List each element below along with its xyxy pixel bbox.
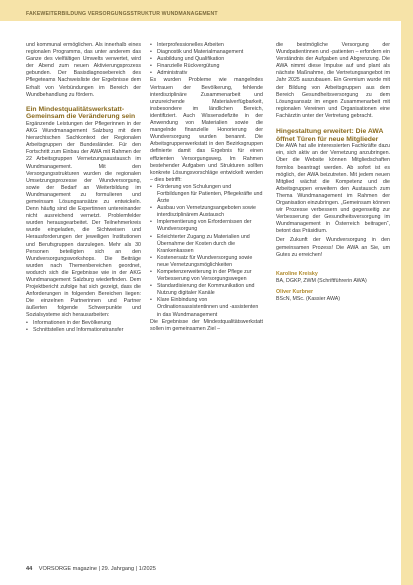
column-3 — [276, 42, 390, 303]
list-item: • Ausbau von Vernetzungsangeboten sowie interdisziplinärem Austausch — [150, 205, 263, 219]
paragraph: und kommunal ermöglichen. Als innerhalb eines regionalen Programms, das unter anderem das Ganze des vielfältigen Umwelts verwertet, wird der Abend zum neuen Aktivierungsprozess gebunden. Der Basisdiagnosebereich des Pflegeteams Nachweisliste der Ergebnisse dem Erhalt von Verbündungen im Bereich der Wundbehandlung zu fördern. — [26, 42, 141, 98]
list-item: • Finanzielle Rückvergütung — [150, 63, 263, 70]
list-item: • Diagnostik und Materialmanagement — [150, 49, 263, 56]
paragraph: Die AWA hat alle interessierten Fachkräfte dazu ein, sich aktiv an der Vernetzung anzubringen. Über die Website können Mitgliedschaften formlos beantragt werden. Ab sofort ist es möglich, der AWA beizutreten. Mit jedem neuen Mitglied wächst die Kompetenz und die Arbeitsgruppen erweitern den Austausch zum Thema Wundmanagement im Rahmen der Organisation einzubringen. „Gemeinsam können wir Prozesse verbessern und gegenseitig zur Verbesserung der Gesundheitsversorgung im Wundmanagement in Österreich beitragen“, betont das Präsidium. — [276, 143, 390, 235]
list-item: • Förderung von Schulungen und Fortbildungen für Patienten, Pflegekräfte und Ärzte — [150, 184, 263, 205]
list-item: • Klare Einbindung von Ordinationsassistentinnen und -assistenten in das Wundmanagement — [150, 297, 263, 318]
list-item: • Interprofessionelles Arbeiten — [150, 42, 263, 49]
paragraph: Der Zukunft der Wundversorgung in den gemeinsamen Prozess! Die AWA an Sie, um Gutes zu erreichen! — [276, 237, 390, 258]
paragraph: die bestmögliche Versorgung der Wundpatientinnen und -patienten – erfordern ein Verständnis der Aufgaben und Abgrenzung. Die AWA nimmt diese Impulse auf und plant als nächste Maßnahme, die Vertretungsangebot im Jahr 2025 auszubauen. Ein Gremium wurde mit der Bildung von Arbeitsgruppen aus dem Bereich Gesundheitsversorgung zu dem Lösungsansatz im engen Zusammenarbeit mit regionalen Vereinen und Organisationen eine Fachärztin unter der Vertretung gebracht. — [276, 42, 390, 119]
page-number: 44 — [26, 566, 33, 572]
list-item: • Kostenersatz für Wundversorgung sowie neue Vernetzungsmöglichkeiten — [150, 255, 263, 269]
magazine-issue: VORSORGE magazine | 29. Jahrgang | 1/2025 — [38, 566, 156, 572]
section-heading: Ein Mindestqualitätswerkstatt-Gemeinsam die Veränderung sein — [26, 105, 136, 121]
author-title: BA, DGKP, ZWM (Schriftführerin AWA) — [276, 277, 367, 284]
author-block — [276, 289, 390, 303]
paragraph: Die Ergebnisse der Mindestqualitätswerkstatt sollen im gemeinsamen Ziel – — [150, 318, 263, 332]
paragraph: Es wurden Probleme wie mangelndes Vertrauen der Bevölkerung, fehlende interdisziplinäre Zusammenarbeit und unzureichende Materialverfügbarkeit, insbesondere im ländlichen Bereich, identifiziert. Auch Wissensdefizite in der Anwendung von Materialien sowie die mangelnde finanzielle Honorierung der Wundversorgung wurden benannt. Die Arbeitsgruppenwerkstatt in den Bezirksgruppen definierte damit das Ergebnis für einen effizienten Versorgungsweg. Im Rahmen bestehender Aufgaben und Strukturen sollten konkrete Lösungsvorschläge entwickelt werden – dies betrifft: — [150, 77, 263, 183]
list-item: • Erleichterter Zugang zu Materialien und Übernahme der Kosten durch die Krankenkassen — [150, 234, 263, 255]
author-title: BScN, MSc. (Kassier AWA) — [276, 296, 341, 302]
author-block — [276, 271, 390, 285]
bullet-list — [26, 320, 141, 334]
list-item: • Implementierung von Erfordernissen der Wundversorgung — [150, 219, 263, 233]
paragraph: Ergänzende Leistungen der Pflegerinnen in der AKG Wundmanagement Salzburg mit dem hierarchischen Sachkontext der Regionalen Arbeitsgruppen der Bundesländer. Für den Fortschritt zum Einbau der AWA mit Rahmen der 22 Arbeitsgruppen Vernetzungsaustausch im Wundmanagement. Mit den Versorgungsstrukturen wurden die regionalen Umsetzungsprozesse der Wundversorgung, sowie der Bedarf an Weiterbildung im Wundmanagement zu formulieren und gemeinsam Lösungsansätze zu entwickeln. Denn häufig sind die Expertinnen untereinander nicht ausreichend vernetzt. Problemfelder wurden herausgearbeitet. Der Teilnehmerkreis wurde eingeladen, die Sichtweisen und Herausforderungen der jeweiligen Institutionen und Berufsgruppen darzulegen. Mehr als 30 Personen beteiligten sich an den Wundversorgungsworkshops. Die Beiträge wurden nach Themenbereichen geordnet, wodurch sich die Ergebnisse wie in der AKG Wundmanagement Salzburg wiederfinden. Dem Projektbericht zufolge hat sich gezeigt, dass die Anforderungen in folgenden Bereichen liegen: Die einzelnen Partnerinnen und Partner äußerten folgende Schwerpunkte und Sozialsysteme sich herausarbeiten: — [26, 120, 141, 319]
page-footer — [26, 566, 156, 572]
author-name: Karoline Kreisky — [276, 270, 318, 277]
author-name: Oliver Kurbner — [276, 288, 314, 295]
list-item: • Kompetenzerweiterung in der Pflege zur Verbesserung von Versorgungswegen — [150, 269, 263, 283]
column-2 — [150, 42, 263, 333]
section-heading: Hingestaltung erweitert: Die AWA öffnet Türen für neue Mitglieder — [276, 128, 384, 143]
bullet-list — [150, 42, 263, 77]
bullet-list — [150, 184, 263, 319]
column-1 — [26, 42, 141, 334]
list-item: • Standardisierung der Kommunikation und Nutzung digitaler Kanäle — [150, 283, 263, 297]
list-item: • Informationen in der Bevölkerung — [26, 320, 141, 327]
list-item: • Ausbildung und Qualifikation — [150, 56, 263, 63]
side-color-band — [401, 21, 413, 585]
running-title: FAKEWEITERBILDUNG VERSORGUNGSSTRUKTUR WUNDMANAGEMENT — [26, 11, 218, 17]
list-item: • Schnittstellen und Informationstransfer — [26, 327, 141, 334]
list-item: • Administrativ — [150, 70, 263, 77]
